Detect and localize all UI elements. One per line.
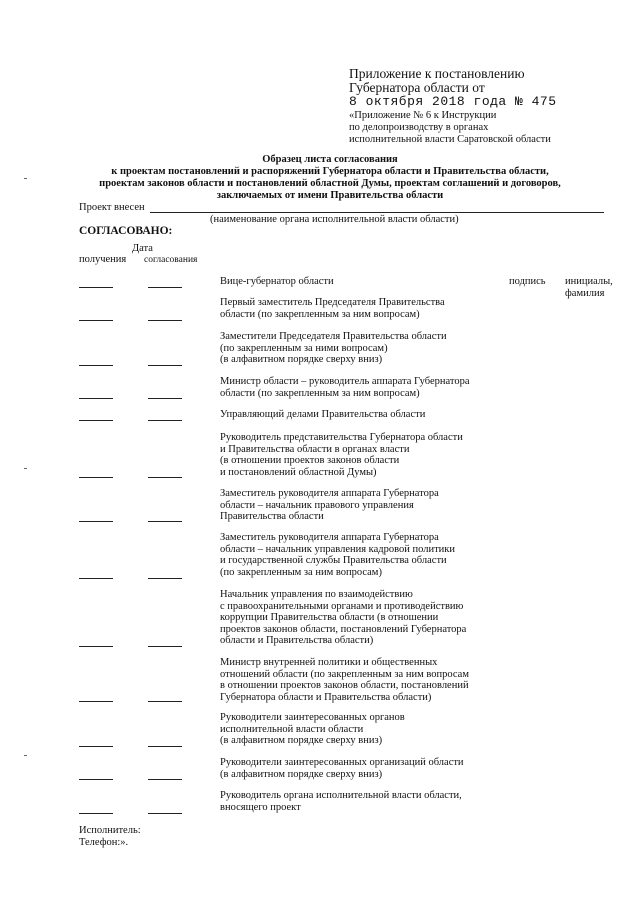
received-date-line <box>79 521 113 522</box>
executor-label: Исполнитель: <box>79 825 141 836</box>
received-date-line <box>79 398 113 399</box>
signature-column-header: подпись <box>509 276 546 287</box>
project-submitted-line <box>150 212 604 213</box>
header-date-number: 8 октября 2018 года № 475 <box>349 94 557 109</box>
scan-mark <box>24 468 27 469</box>
received-date-line <box>79 578 113 579</box>
agreed-date-line <box>148 646 182 647</box>
header-sub-1: «Приложение № 6 к Инструкции <box>349 110 497 121</box>
row-text-7: Заместитель руководителя аппарата Губернатора области – начальник правового управления Правительства области <box>220 488 439 523</box>
document-title-line-3: проектам законов области и постановлений областной Думы, проектам соглашений и договоров, <box>99 178 561 189</box>
received-date-line <box>79 813 113 814</box>
agreed-date-line <box>148 320 182 321</box>
received-date-line <box>79 746 113 747</box>
received-date-line <box>79 420 113 421</box>
agreed-date-line <box>148 477 182 478</box>
agreed-date-line <box>148 813 182 814</box>
received-date-line <box>79 365 113 366</box>
header-line-2: Губернатора области от <box>349 80 485 95</box>
agreed-date-line <box>148 779 182 780</box>
agreed-date-line <box>148 398 182 399</box>
received-date-line <box>79 477 113 478</box>
received-date-line <box>79 779 113 780</box>
scan-mark <box>24 178 27 179</box>
project-submitted-hint: (наименование органа исполнительной власти области) <box>210 214 459 225</box>
row-text-8: Заместитель руководителя аппарата Губернатора области – начальник управления кадровой политики и государственной службы Правительства области (по закрепленным за ним вопросам) <box>220 532 456 578</box>
received-date-line <box>79 646 113 647</box>
received-column-header: получения <box>79 254 127 265</box>
agreed-date-line <box>148 746 182 747</box>
row-text-3: Заместители Председателя Правительства области (по закрепленным за ними вопросам) (в алфавитном порядке сверху вниз) <box>220 331 447 366</box>
row-text-5: Управляющий делами Правительства области <box>220 409 426 420</box>
row-text-1: Вице-губернатор области <box>220 276 334 287</box>
row-text-11: Руководители заинтересованных органов исполнительной власти области (в алфавитном порядке сверху вниз) <box>220 712 405 747</box>
row-text-4: Министр области – руководитель аппарата Губернатора области (по закрепленным за ним вопросам) <box>220 376 470 399</box>
row-text-10: Министр внутренней политики и общественных отношений области (по закрепленным за ним вопросам в отношении проектов законов области, постановлений Губернатора области и Правительства области) <box>220 657 469 703</box>
header-sub-3: исполнительной власти Саратовской области <box>349 134 551 145</box>
date-column-header: Дата <box>132 243 153 254</box>
received-date-line <box>79 320 113 321</box>
header-sub-2: по делопроизводству в органах <box>349 122 489 133</box>
header-line-1: Приложение к постановлению <box>349 66 525 81</box>
agreed-date-line <box>148 578 182 579</box>
row-text-9: Начальник управления по взаимодействию с правоохранительными органами и противодействию коррупции Правительства области (в отношении проектов законов области, постановлений Губернатора области и Правительства области) <box>220 589 467 647</box>
row-text-2: Первый заместитель Председателя Правительства области (по закрепленным за ним вопросам) <box>220 297 445 320</box>
document-title: Образец листа согласования <box>262 154 398 165</box>
received-date-line <box>79 701 113 702</box>
agreed-date-line <box>148 521 182 522</box>
initials-column-header: инициалы, фамилия <box>565 276 613 299</box>
document-title-line-2: к проектам постановлений и распоряжений Губернатора области и Правительства области, <box>111 166 549 177</box>
agreed-column-header: согласования <box>144 255 198 265</box>
phone-label: Телефон:». <box>79 837 129 848</box>
row-text-6: Руководитель представительства Губернатора области и Правительства области в органах власти (в отношении проектов законов области и постановлений областной Думы) <box>220 432 463 478</box>
document-title-line-4: заключаемых от имени Правительства области <box>216 190 444 201</box>
agreed-date-line <box>148 365 182 366</box>
scan-mark <box>24 755 27 756</box>
agreed-label: СОГЛАСОВАНО: <box>79 225 173 237</box>
project-submitted-label: Проект внесен <box>79 202 145 213</box>
agreed-date-line <box>148 701 182 702</box>
received-date-line <box>79 287 113 288</box>
agreed-date-line <box>148 420 182 421</box>
row-text-13: Руководитель органа исполнительной власти области, вносящего проект <box>220 790 462 813</box>
agreed-date-line <box>148 287 182 288</box>
row-text-12: Руководители заинтересованных организаций области (в алфавитном порядке сверху вниз) <box>220 757 464 780</box>
